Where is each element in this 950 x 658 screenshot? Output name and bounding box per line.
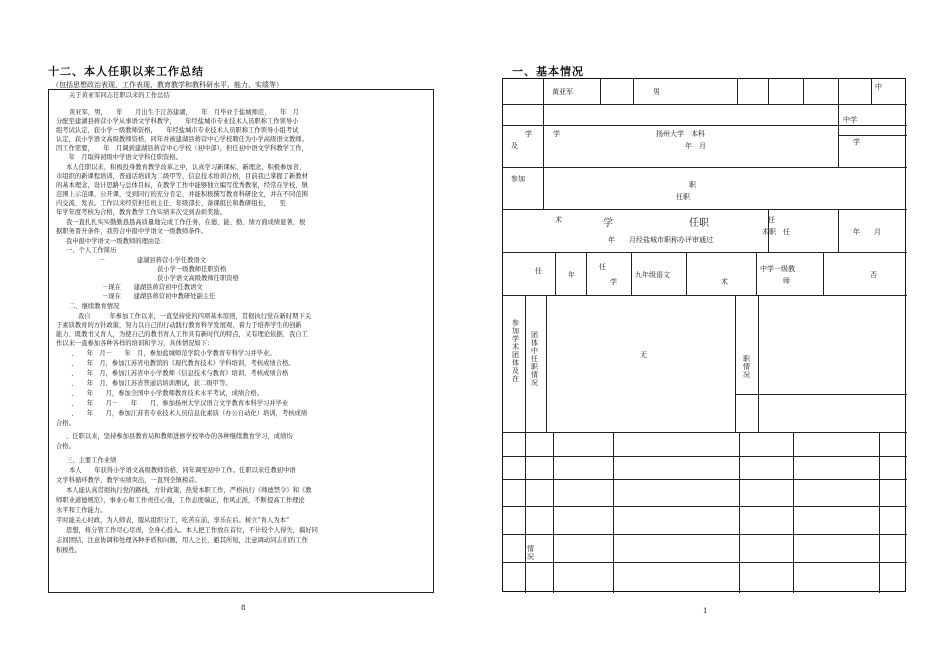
cell-label: 学 [853,138,860,146]
appointment-date: 年 月 [853,228,881,236]
table-rule [553,432,554,593]
table-rule [503,104,907,105]
evaluation-note: 年 月经盐城市职称办评审通过 [608,236,713,244]
table-rule [503,479,907,480]
gender-value: 男 [653,88,660,96]
cell-label: 术 [555,216,562,224]
cell-value: 否 [870,271,877,279]
summary-line: 据职务晋升条件，我符合申报中学语文一级教师条件。 [56,228,208,235]
summary-line: 本人 年获得小学语文高级教师资格，同年调至初中工作。任职以来任教初中语 [69,467,296,474]
summary-line: 、 年 月，参加江苏省普通话培训测试，获二级甲等。 [71,380,232,387]
table-rule [503,506,907,507]
table-rule [503,432,907,433]
summary-line: －现在 建湖县蒋营初中任教语文 [102,284,203,291]
table-rule [543,79,544,209]
cell-label: 学 [603,218,613,229]
summary-line: 获小学语文高级教师任职资格 [157,275,239,282]
left-page-title: 十二、本人任职以来工作总结 [48,65,204,78]
cell-label: 术 [721,278,728,286]
table-rule [803,79,804,104]
work-summary-box [48,89,434,593]
table-rule [838,209,839,252]
summary-line: 、 年 月，参加江苏省中小学教师《信息技术与教育》培训，考核成绩合格 [71,370,289,377]
cell-label: 年 [568,271,575,279]
academic-group-label: 团体中任职情况 [531,331,538,387]
table-rule [737,79,738,104]
table-rule [503,295,907,296]
table-rule [768,79,769,104]
cell-label: 职 [689,181,696,189]
professional-rank: 中学一级教 [760,265,795,273]
cell-label: 任 [768,216,775,224]
summary-line: 二、继续教育情况 [69,303,120,310]
right-page-title: 一、基本情况 [512,65,584,78]
summary-line: 黄亚军，男， 年 月出生于江苏建湖， 年 月毕业于盐城师范， 年 月 [69,109,299,116]
left-page-number: 8 [241,604,246,612]
summary-line: 范围上示范课、公开课，受到同行的充分肯定，并能积极撰写教育科研论文，并在不同范围 [56,191,308,198]
summary-line: 合格。 [56,443,75,450]
graduation-date: 年 月 [685,142,706,150]
table-rule [758,295,759,432]
summary-line: 积极性。 [56,547,82,554]
summary-line: 水平和工作能力。 [56,507,107,514]
cell-label: 术职 任 [762,228,790,236]
name-value: 黄亚军 [552,88,573,96]
summary-line: － 建湖县蒋营小学任教语文 [99,257,207,264]
table-rule [879,432,880,593]
summary-line: 、 年 月－ 年 月，参加盐城师范学院小学教育专科学习并毕业。 [71,350,276,357]
table-rule [503,209,907,210]
table-rule [735,295,736,432]
summary-line: 本人任职以来，积极投身教育教学改革之中，认真学习新课标、新理念，积极参加省、 [66,164,306,171]
basic-info-table [502,78,906,592]
cell-label: 中学 [843,116,857,124]
summary-line: 能力、既教书又育人，为使自己的教书育人工作具有新时代的特点，又有理论依据，我自工 [56,331,308,338]
summary-line: 组考试认定，获小学一级教师资格， 年经盐城市专业技术人员职称工作领导小组考试 [56,127,299,134]
summary-line: 年 月取得初级中学语文学科任职资格。 [56,154,182,161]
table-rule [838,135,907,136]
cell-label: 任 [599,263,606,271]
table-rule [613,432,614,593]
summary-line: 、 年 月－ 年 月，参加扬州大学汉语言文学教育本科学习并毕业 [71,400,289,407]
summary-line: 、 年 月，参加全国中小学教师教育技术水平考试，成绩合格。 [71,390,264,397]
table-rule [600,79,601,104]
table-rule [823,252,824,295]
table-rule [756,252,757,295]
summary-line: 的基本理念，设计思路与总体目标，在教学工作中能够独立编写优秀教案，经常在学校、镇 [56,182,308,189]
summary-line: 市组织的新课程培训，普通话培训为二级甲等，信息技术培训合格，目前我已掌握了新教材 [56,173,308,180]
teaching-subject: 九年级语文 [635,271,670,279]
summary-line: 我一直扎扎实实勤勤恳恳高质量地完成工作任务，在德、能、勤、绩方面成绩显著，根 [66,219,306,226]
table-rule [793,432,794,593]
cell-label: 及 [511,142,518,150]
summary-line: 师职业道德规范》，事业心和工作责任心强，工作态度端正，作风正派，不断提高工作理论 [56,497,305,504]
summary-line: 思想，将分管工作尽心尽责，全身心投入。本人把工作放在首位，不计较个人得失，搞好同 [66,527,318,534]
cell-label: 学 [553,130,560,138]
table-rule [525,295,526,593]
summary-line: 分配至建湖县蒋营小学从事语文学科教学， 年经盐城市专业技术人员职称工作领导小 [56,118,299,125]
left-page-subtitle: （包括思想政治表现、工作表现、教育教学和教科研水平、能力、实绩等） [52,81,283,89]
table-rule [586,252,587,295]
summary-line: －现在 建湖县蒋营初中教研处副主任 [102,293,216,300]
cell-label: 任职 [676,193,690,201]
table-rule [503,167,907,168]
summary-line: 本人能认真贯彻执行党的路线，方针政策，热爱本职工作，严格执行《师德禁令》和《教 [66,487,312,494]
summary-line: 作以来一直参加各种各样的培训和学习，具体情况如下： [56,340,214,347]
summary-line: 一、个人工作简历 [66,247,117,254]
summary-line: 、 年 月，参加江苏省专业技术人员信息化素质（办公自动化）培训，考核成绩 [71,410,308,417]
cell-label: 学 [525,130,532,138]
table-rule [735,394,907,395]
summary-line: 、 年 月，参加江苏省电教馆的《现代教育技术》学科培训，考核成绩合格。 [71,360,295,367]
right-page-number: 1 [703,607,708,615]
summary-line: 文学科循环教学，教学实绩突出，一直列全镇榜首。 [56,477,201,484]
table-rule [555,252,556,295]
summary-line: 于素质教育的方针政策，努力以自己的行动践行教育科学发展观，着力于培养学生的创新 [56,322,302,329]
table-rule [503,125,907,126]
cell-label: 任 [535,267,542,275]
table-rule [838,79,839,167]
cell-label: 参加 [511,175,525,183]
table-rule [871,79,872,104]
academic-group-label: 参加学术团体及在 [512,319,519,383]
summary-line: 获小学一级教师任职资格 [157,266,227,273]
table-rule [686,252,687,295]
cell-label: 中 [875,83,882,91]
table-rule [503,456,907,457]
table-rule [503,252,907,253]
table-rule [739,432,740,593]
cell-label: 职情况 [743,355,750,379]
summary-line: 内交流、发表。工作以来经常担任班主任、年级部长、备课组长和教研组长， 至 [56,200,286,207]
table-rule [546,295,547,432]
cell-label: 任职 [689,218,709,229]
table-rule [503,562,907,563]
summary-line: 关于黄亚军同志任职以来的工作总结 [69,92,170,99]
summary-line: 平时能关心时政，为人师表，服从组织分工，吃苦在前，享乐在后。树立“育人为本” [56,517,290,524]
cell-label: 师 [783,277,790,285]
cell-label: 学 [610,278,617,286]
summary-line: 我自 年参加工作以来，一直坚持党的四项基本原则，贯彻执行党在新时期下关 [78,313,311,320]
summary-line: 认定，获小学语文高级教师资格，同年并被建湖县蒋营中心学校聘任为小学高级语文教师。 [56,136,308,143]
table-rule [631,252,632,295]
summary-line: 年学年度考核为合格，教育教学工作实绩多次受到表彰奖励。 [56,209,227,216]
summary-line: 、任职以来，坚持参加县教育局和教师进修学校举办的各种继续教育学习，成绩均 [66,433,293,440]
table-rule [633,79,634,104]
school-value: 扬州大学 本科 [656,130,705,138]
summary-line: 三、主要工作业绩 [66,457,117,464]
summary-line: 因工作需要， 年 月调到建湖县蒋营中心学校（初中部），担任初中语文学科教学工作， [56,145,308,152]
summary-line: 志间团结，注意协调和处理各种矛盾和问题，用人之长，避其所短，注意调动同志们的工作 [56,537,308,544]
cell-label: 情况 [527,545,534,561]
summary-line: 合格。 [56,420,75,427]
table-rule [503,534,907,535]
summary-line: 我申报中学语文一级教师的理由是： [66,238,167,245]
academic-group-value: 无 [640,351,647,359]
